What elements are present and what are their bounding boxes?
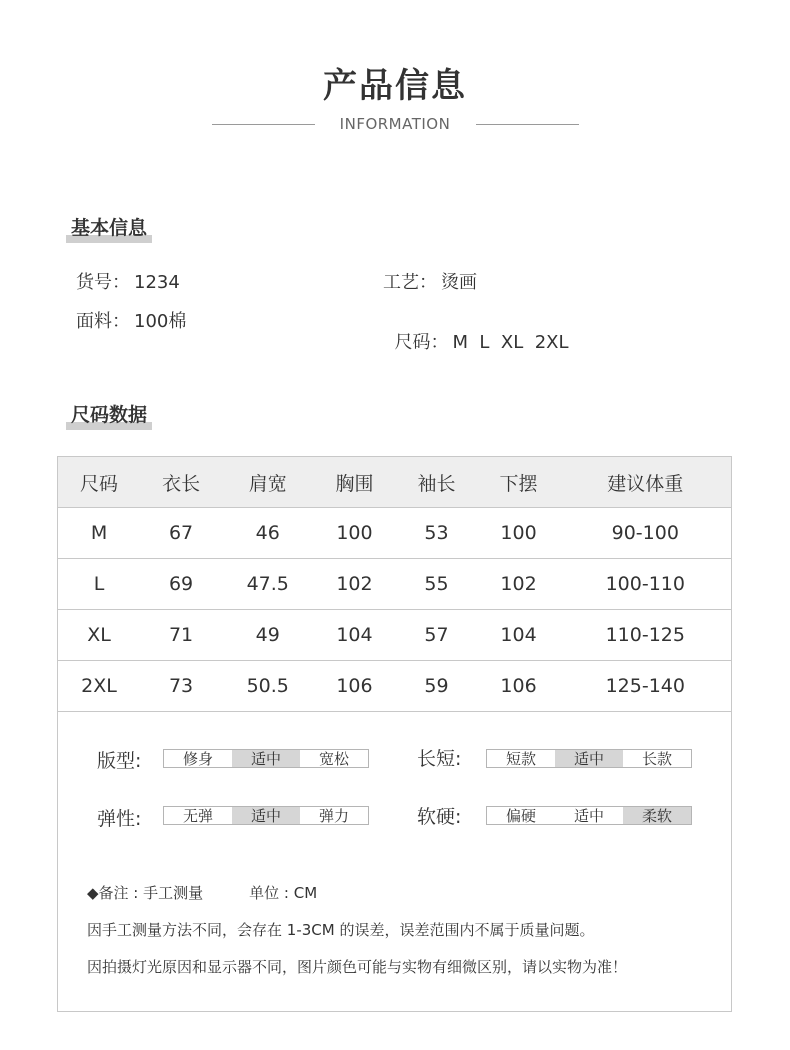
table-cell: 106 bbox=[313, 661, 395, 712]
info-value: M L XL 2XL bbox=[452, 332, 569, 353]
info-value: 100棉 bbox=[134, 311, 187, 332]
column-header: 衣长 bbox=[140, 457, 222, 508]
fit-option: 修身 bbox=[182, 750, 213, 768]
length-label: 长短: bbox=[417, 748, 462, 770]
info-item-fabric: 面料： 100棉 bbox=[76, 311, 187, 332]
table-cell: 104 bbox=[478, 610, 560, 661]
disclaimer-measurement: 因手工测量方法不同，会存在 1-3CM 的误差，误差范围内不属于质量问题。 bbox=[87, 921, 595, 939]
table-cell: 67 bbox=[140, 508, 222, 559]
table-cell: 55 bbox=[395, 559, 477, 610]
table-row bbox=[58, 559, 731, 610]
info-item-craft: 工艺： 烫画 bbox=[383, 272, 477, 293]
info-label: 货号 bbox=[76, 272, 112, 293]
table-cell: 49 bbox=[222, 610, 313, 661]
elasticity-option: 弹力 bbox=[318, 807, 349, 825]
info-item-sku: 货号： 1234 bbox=[76, 272, 180, 293]
basic-info-heading bbox=[70, 218, 148, 238]
info-value: 1234 bbox=[134, 272, 180, 293]
table-cell: 106 bbox=[478, 661, 560, 712]
elasticity-selector bbox=[163, 806, 369, 825]
table-cell: 71 bbox=[140, 610, 222, 661]
elasticity-label: 弹性: bbox=[97, 808, 142, 830]
table-cell: 125-140 bbox=[560, 661, 731, 712]
table-row bbox=[58, 508, 731, 559]
page-title: 产品信息 bbox=[323, 66, 467, 106]
table-cell: 104 bbox=[313, 610, 395, 661]
info-label: 工艺 bbox=[383, 272, 419, 293]
table-cell: 73 bbox=[140, 661, 222, 712]
softness-label: 软硬: bbox=[417, 806, 462, 828]
table-cell: 53 bbox=[395, 508, 477, 559]
info-item-sizes: 尺码： M L XL 2XL bbox=[394, 332, 569, 353]
table-cell: 2XL bbox=[58, 661, 140, 712]
softness-option: 偏硬 bbox=[505, 807, 536, 825]
softness-option: 适中 bbox=[573, 807, 604, 825]
table-header-row bbox=[58, 457, 731, 508]
column-header: 胸围 bbox=[313, 457, 395, 508]
softness-option: 柔软 bbox=[623, 807, 691, 824]
length-option: 长款 bbox=[641, 750, 672, 768]
elasticity-option: 无弹 bbox=[182, 807, 213, 825]
subtitle-right-divider bbox=[476, 124, 579, 125]
table-cell: 59 bbox=[395, 661, 477, 712]
table-cell: 69 bbox=[140, 559, 222, 610]
fit-label: 版型: bbox=[97, 750, 142, 772]
info-label: 面料 bbox=[76, 311, 112, 332]
table-cell: 90-100 bbox=[560, 508, 731, 559]
length-selector bbox=[486, 749, 692, 768]
table-cell: 102 bbox=[313, 559, 395, 610]
elasticity-option: 适中 bbox=[232, 807, 300, 824]
size-table bbox=[58, 457, 731, 712]
table-cell: L bbox=[58, 559, 140, 610]
remark-note bbox=[87, 882, 317, 903]
table-cell: 57 bbox=[395, 610, 477, 661]
column-header: 尺码 bbox=[58, 457, 140, 508]
table-cell: 110-125 bbox=[560, 610, 731, 661]
table-cell: XL bbox=[58, 610, 140, 661]
table-row bbox=[58, 661, 731, 712]
fit-selector bbox=[163, 749, 369, 768]
basic-info-heading-text: 基本信息 bbox=[71, 217, 148, 239]
table-cell: 46 bbox=[222, 508, 313, 559]
column-header: 建议体重 bbox=[560, 457, 731, 508]
table-cell: 100 bbox=[478, 508, 560, 559]
softness-selector bbox=[486, 806, 692, 825]
length-option: 适中 bbox=[555, 750, 623, 767]
table-cell: 50.5 bbox=[222, 661, 313, 712]
table-row bbox=[58, 610, 731, 661]
unit-text: 单位 : CM bbox=[249, 884, 318, 902]
table-cell: 47.5 bbox=[222, 559, 313, 610]
table-cell: M bbox=[58, 508, 140, 559]
info-value: 烫画 bbox=[441, 272, 477, 293]
table-cell: 102 bbox=[478, 559, 560, 610]
column-header: 袖长 bbox=[395, 457, 477, 508]
remark-text: ◆备注 : 手工测量 bbox=[87, 884, 204, 902]
size-data-heading-text: 尺码数据 bbox=[71, 404, 148, 426]
table-cell: 100-110 bbox=[560, 559, 731, 610]
disclaimer-color: 因拍摄灯光原因和显示器不同，图片颜色可能与实物有细微区别，请以实物为准！ bbox=[87, 958, 628, 976]
column-header: 肩宽 bbox=[222, 457, 313, 508]
fit-option: 适中 bbox=[232, 750, 300, 767]
info-label: 尺码 bbox=[394, 332, 431, 353]
table-cell: 100 bbox=[313, 508, 395, 559]
length-option: 短款 bbox=[505, 750, 536, 768]
column-header: 下摆 bbox=[478, 457, 560, 508]
page-subtitle: INFORMATION bbox=[339, 115, 451, 133]
size-data-heading bbox=[70, 405, 148, 425]
fit-option: 宽松 bbox=[318, 750, 349, 768]
